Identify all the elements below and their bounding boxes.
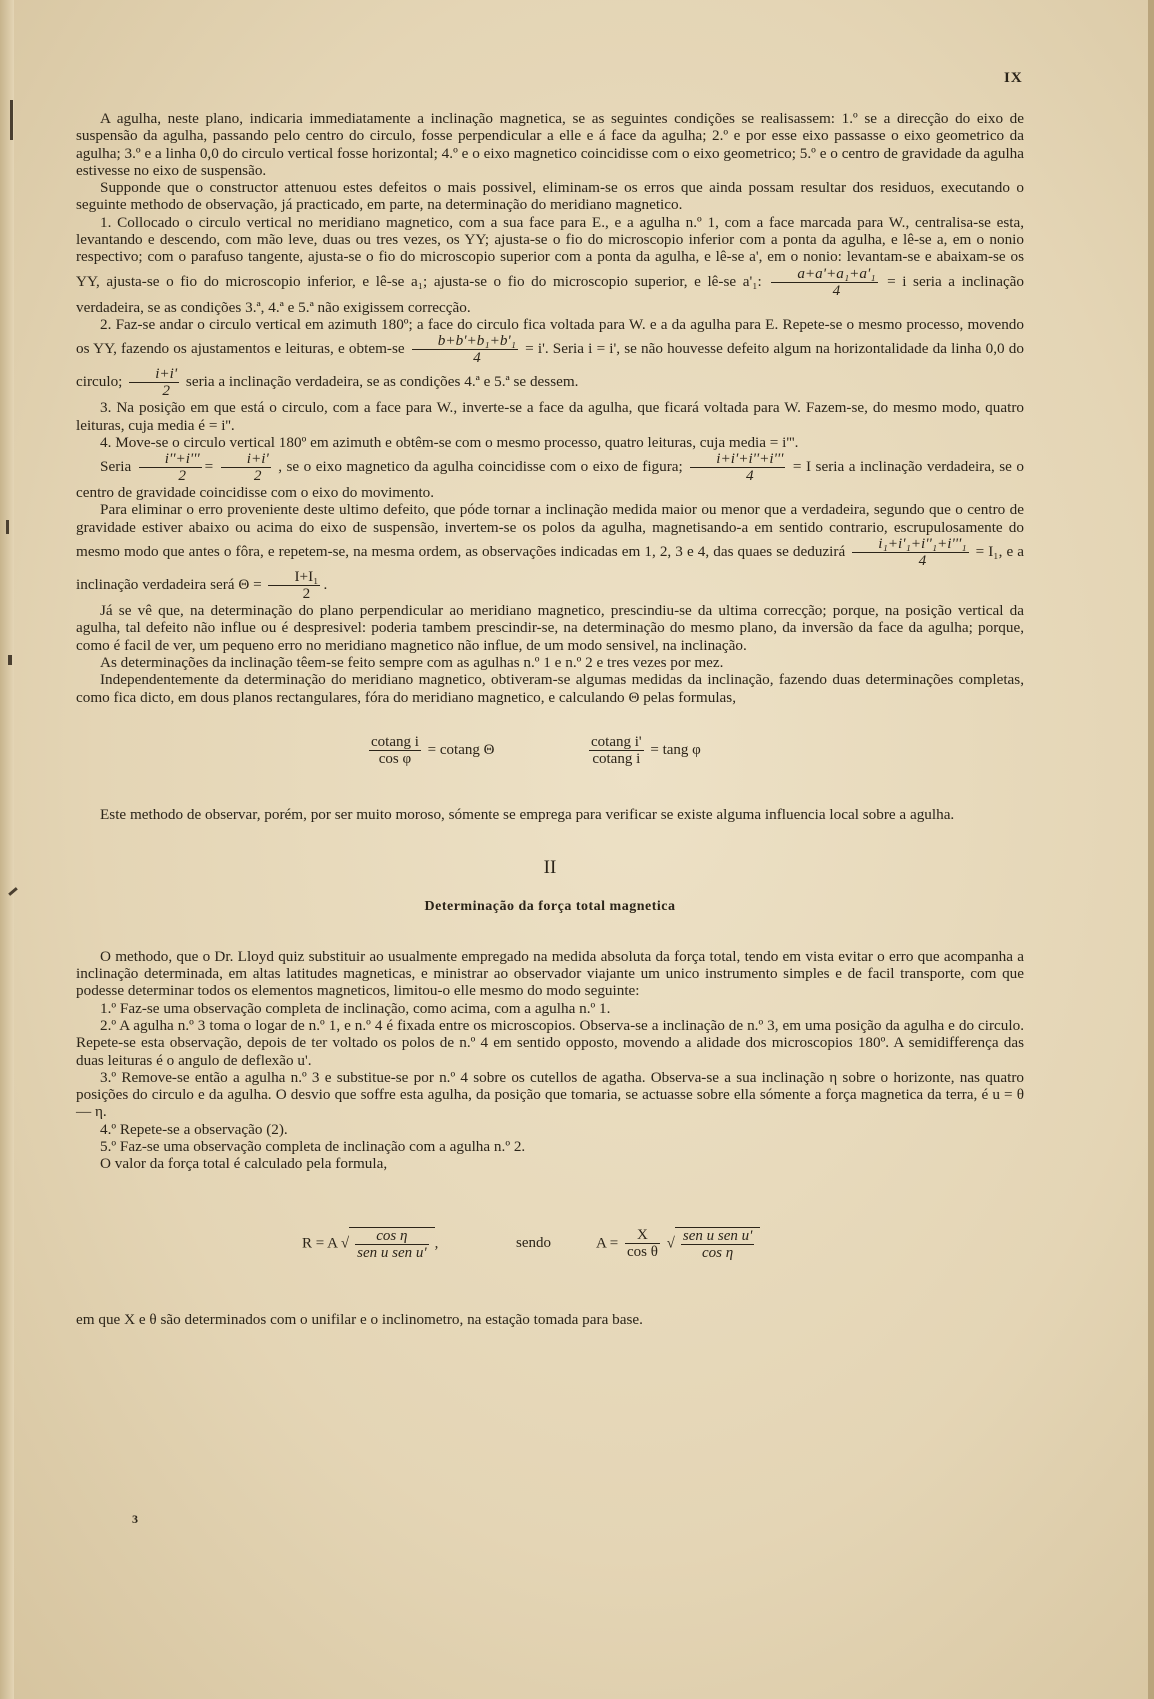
paragraph-text: Seria <box>100 458 132 476</box>
margin-mark <box>6 520 9 534</box>
formula-sendo: sendo <box>516 1234 551 1251</box>
paragraph-text: Para eliminar o erro proveniente deste ultimo defeito, que póde tornar a inclinação medida maior ou menor que a verdadeira, segundo que o centro de gravidade estiver abaixo ou acima do eixo de suspensão, invertem-se os polos da agulha, magnetisando-a em sentido contrario, escrupulosamente do mesmo modo que antes o fôra, e repetem-se, na mesma ordem, as observações indicadas em 1, 2, 3 e 4, das quaes se deduzirá <box>76 501 1024 561</box>
signature-mark: 3 <box>132 1512 138 1526</box>
paragraph: 3. Na posição em que está o circulo, com a face para W., inverte-se a face da agulha, que ficará voltada para W. Fazem-se, do mesmo modo, quatro leituras, cuja media é = i''. <box>76 399 1024 434</box>
paragraph: Este methodo de observar, porém, por ser muito moroso, sómente se emprega para verificar se existe alguma influencia local sobre a agulha. <box>100 805 955 823</box>
paragraph-text: 1. Collocado o circulo vertical no meridiano magnetico, com a sua face para E., e a agulha n.º 1, com a face marcada para W., centralisa-se esta, levantando e descendo, com mão leve, duas ou tres vezes, os YY; ajusta-se o fio do microscopio inferior com a ponta da agulha, e lê-se a, em o nonio respectivo; com o parafuso tangente, ajusta-se o fio do microscopio superior com a ponta da agulha, e lê-se a', em o nonio: levantam-se e abaixam-se os YY, ajusta-se o fio do microscopio inferior, e lê-se a₁; ajusta-se o fio do microscopio superior, e lê-se a'₁: <box>76 213 1024 290</box>
fraction: $\frac{\text{b+b'+b₁+b'₁}}{4}$ <box>412 333 518 366</box>
formula-block <box>76 712 1024 788</box>
paragraph: A agulha, neste plano, indicaria immediatamente a inclinação magnetica, se as seguintes condições se realisassem: 1.º se a direcção do eixo de suspensão da agulha, passando pelo centro do circulo, fosse perpendicular a elle e á face da agulha; 2.º e por esse eixo passasse o eixo geometrico da agulha; 3.º e a linha 0,0 do circulo vertical fosse horizontal; 4.º e o eixo magnetico coincidisse com o eixo geometrico; 5.º e o centro de gravidade da agulha estivesse no eixo de suspensão. <box>76 110 1024 179</box>
paragraph-text: = i'. Seria i = i', se não houvesse defeito algum na horizontalidade da linha 0,0 do circulo; <box>76 340 1024 391</box>
paragraph <box>76 501 1024 602</box>
paragraph: em que X e θ são determinados com o unifilar e o inclinometro, na estação tomada para base. <box>76 1310 643 1328</box>
sqrt-symbol: √ $\frac{\text{sen u sen u'}}{\text{cos η}}$ <box>667 1227 761 1261</box>
fraction: $\frac{i+i'+i''+i'''}{4}$ <box>690 451 785 484</box>
margin-mark <box>10 100 13 140</box>
paragraph: O methodo, que o Dr. Lloyd quiz substituir ao usualmente empregado na medida absoluta da força total, tendo em vista evitar o erro que acompanha a inclinação determinada, em altas latitudes magneticas, e ministrar ao observador viajante um unico instrumento simples e de facil transporte, com que podesse determinar todos os elementos magneticos, limitou-o elle mesmo do modo seguinte: <box>76 947 1024 1000</box>
paragraph-text: = i seria a inclinação verdadeira, se as condições 3.ª, 4.ª e 5.ª não exigissem correcção. <box>76 272 1025 316</box>
paragraph-text: seria a inclinação verdadeira, se as condições 4.ª e 5.ª se dessem. <box>185 373 579 391</box>
paragraph: 4. Move-se o circulo vertical 180º em azimuth e obtêm-se com o mesmo processo, quatro leituras, cuja media = i'''. <box>100 433 799 451</box>
paragraph: O valor da força total é calculado pela formula, <box>100 1155 388 1173</box>
paragraph: 1.º Faz-se uma observação completa de inclinação, como acima, com a agulha n.º 1. <box>100 999 611 1017</box>
formula-R: R = A √ $\frac{\text{cos η}}{\text{sen u sen u'}}$ , <box>302 1227 439 1261</box>
paragraph: Já se vê que, na determinação do plano perpendicular ao meridiano magnetico, prescindiu-se da ultima correcção; porque, na posição vertical da agulha, tal defeito não influe ou é despresivel: poderia tambem prescindir-se, na determinação do mesmo plano, da inversão da face da agulha; porque, como é facil de ver, um pequeno erro no meridiano magnetico não influe, de um modo sensivel, na inclinação. <box>76 602 1024 654</box>
formula-tang: $\frac{\text{cotang i'}}{\text{cotang i}}$ = tang φ <box>591 733 701 767</box>
paragraph: 4.º Repete-se a observação (2). <box>100 1120 288 1138</box>
body-text <box>76 110 1024 1328</box>
paragraph-text: , se o eixo magnetico da agulha coincidisse com o eixo de figura; <box>278 458 683 476</box>
margin-mark <box>8 655 12 665</box>
formula-cotang: $\frac{\text{cotang i}}{\text{cos φ}}$ = cotang Θ <box>371 733 495 767</box>
paragraph: 3.º Remove-se então a agulha n.º 3 e substitue-se por n.º 4 sobre os cutellos de agatha. Observa-se a sua inclinação η sobre o horizonte, nas quatro posições do circulo e da agulha. O desvio que soffre esta agulha, da posição que tomaria, se actuasse sobre ella sómente a força magnetica da terra, é u = θ — η. <box>76 1068 1024 1121</box>
paragraph: As determinações da inclinação têem-se feito sempre com as agulhas n.º 1 e n.º 2 e tres vezes por mez. <box>100 653 724 671</box>
page-binding-edge <box>0 0 14 1699</box>
paragraph-text: . <box>323 576 328 594</box>
fraction: $\frac{\text{i₁+i'₁+i''₁+i'''₁}}{4}$ <box>852 536 968 569</box>
sqrt-symbol: √ $\frac{\text{cos η}}{\text{sen u sen u'}}$ <box>341 1227 435 1261</box>
section-number: II <box>543 857 557 879</box>
paragraph: Independentemente da determinação do meridiano magnetico, obtiveram-se algumas medidas da inclinação, fazendo duas determinações completas, como fica dicto, em dous planos rectangulares, fóra do meridiano magnetico, e calculando Θ pelas formulas, <box>76 671 1024 706</box>
page-number: IX <box>1004 70 1023 86</box>
paragraph: Seria $\frac{i''+i'''}{2}$ = $\frac{i+i'}{2}$ , se o eixo magnetico da agulha coincidisse com o eixo de figura; $\frac{i+i'+i''+i'''}{4}$ = I seria a inclinação verdadeira, se o centro de gravidade coincidisse com o eixo do movimento. <box>76 450 1025 502</box>
fraction: $\frac{\text{a+a'+a₁+a'₁}}{4}$ <box>771 266 877 299</box>
paragraph: Supponde que o constructor attenuou estes defeitos o mais possivel, eliminam-se os erros que ainda possam resultar dos residuos, executando o seguinte methodo de observação, já practicado, em parte, na determinação do meridiano magnetico. <box>76 179 1024 214</box>
paragraph: 2.º A agulha n.º 3 toma o logar de n.º 1, e n.º 4 é fixada entre os microscopios. Observa-se a inclinação de n.º 3, em uma posição da agulha e do circulo. Repete-se esta observação, depois de ter voltado os polos de n.º 4 em sentido opposto, movendo a alidade dos microscopios 180º. A semidifferença das duas leituras é o angulo de deflexão u'. <box>76 1016 1024 1069</box>
fraction: $\frac{i+i'}{2}$ <box>129 366 179 399</box>
paragraph-text: = I seria a inclinação verdadeira, se o centro de gravidade coincidisse com o eixo do movimento. <box>76 458 1025 502</box>
fraction: $\frac{\text{I+I₁}}{2}$ <box>268 569 320 602</box>
formula-block-force <box>76 1197 1024 1297</box>
section-title: Determinação da força total magnetica <box>424 899 676 915</box>
formula-A: A = $\frac{X}{\text{cos θ}}$ √ $\frac{\text{sen u sen u'}}{\text{cos η}}$ <box>596 1227 760 1261</box>
paragraph: 5.º Faz-se uma observação completa de inclinação com a agulha n.º 2. <box>100 1137 526 1155</box>
paragraph <box>76 316 1024 399</box>
fraction: $\frac{i''+i'''}{2}$ <box>139 451 202 484</box>
fraction: $\frac{i+i'}{2}$ <box>221 451 271 484</box>
paragraph-text: 2. Faz-se andar o circulo vertical em azimuth 180º; a face do circulo fica voltada para W. e a da agulha para E. Repete-se o mesmo processo, movendo os YY, fazendo os ajustamentos e leituras, e obtem-se <box>76 315 1024 358</box>
page-right-edge <box>1148 0 1154 1699</box>
paragraph-text: = I₁, e a inclinação verdadeira será Θ = <box>76 543 1025 594</box>
paragraph <box>76 214 1024 316</box>
